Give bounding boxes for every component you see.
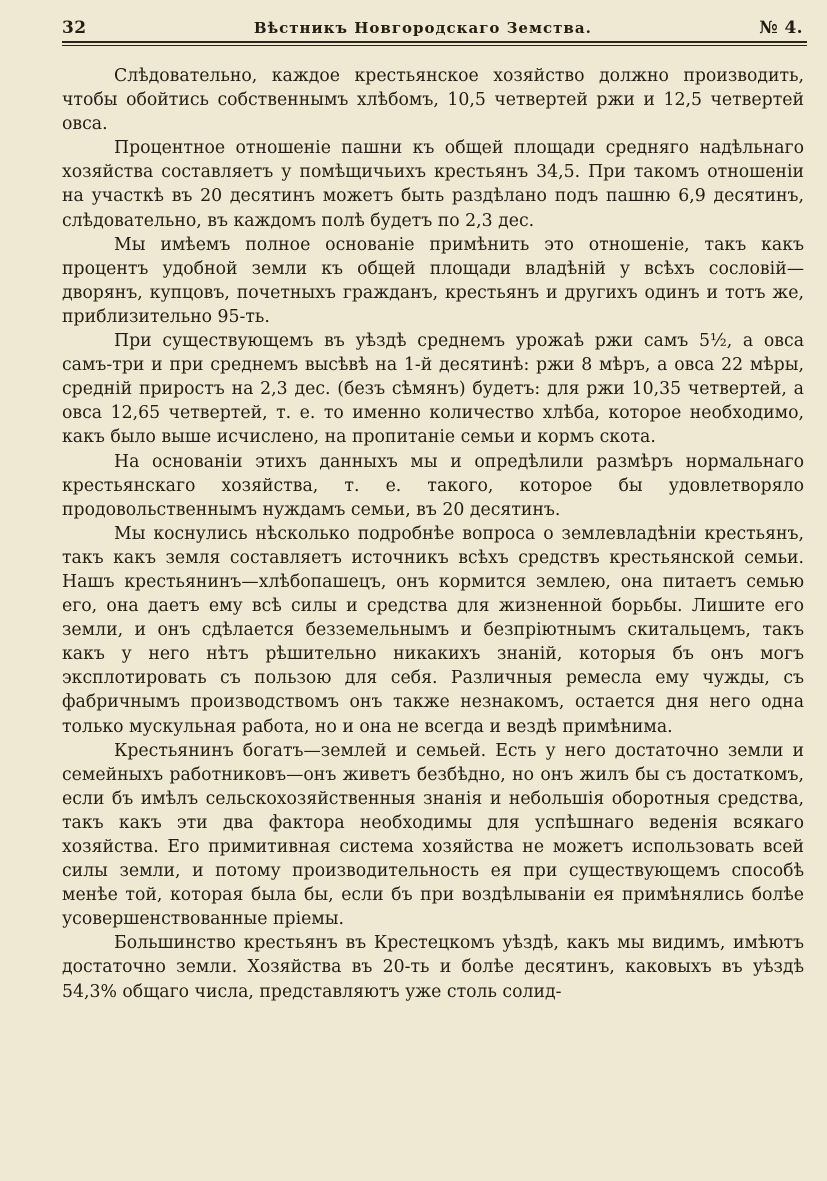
article-body (62, 64, 804, 1004)
paragraph: Мы коснулись нѣсколько подробнѣе вопроса о землевладѣніи крестьянъ, такъ какъ земля составляетъ источникъ всѣхъ средствъ крестьянской семьи. Нашъ крестьянинъ—хлѣбопашецъ, онъ кормится землею, она питаетъ семью его, она даетъ ему всѣ силы и средства для жизненной борьбы. Лишите его земли, и онъ сдѣлается безземельнымъ и безпріютнымъ скитальцемъ, такъ какъ у него нѣтъ рѣшительно никакихъ знаній, которыя бъ онъ могъ эксплотировать съ пользою для себя. Различныя ремесла ему чужды, съ фабричнымъ производствомъ онъ также незнакомъ, остается дня него одна только мускульная работа, но и она не всегда и вездѣ примѣнима. (62, 523, 804, 737)
paragraph: Большинство крестьянъ въ Крестецкомъ уѣздѣ, какъ мы видимъ, имѣютъ достаточно земли. Хозяйства въ 20-ть и болѣе десятинъ, каковыхъ въ уѣздѣ 54,3% общаго числа, представляютъ уже столь солид- (62, 933, 804, 1002)
header-rule-thick (62, 41, 807, 43)
paragraph: Крестьянинъ богатъ—землей и семьей. Есть у него достаточно земли и семейныхъ работниковъ—онъ живетъ безбѣдно, но онъ жилъ бы съ достаткомъ, если бъ имѣлъ сельскохозяйственныя знанія и небольшія оборотныя средства, такъ какъ эти два фактора необходимы для успѣшнаго веденія всякаго хозяйства. Его примитивная система хозяйства не можетъ использовать всей силы земли, и потому производительность ея при существующемъ способѣ менѣе той, которая была бы, если бъ при воздѣлываніи ея примѣнялись болѣе усовершенствованные пріемы. (62, 740, 804, 930)
page-number: 32 (62, 18, 87, 38)
paragraph: Слѣдовательно, каждое крестьянское хозяйство должно производить, чтобы обойтись собственнымъ хлѣбомъ, 10,5 четвертей ржи и 12,5 четвертей овса. (62, 66, 804, 135)
paragraph: Мы имѣемъ полное основаніе примѣнить это отношеніе, такъ какъ процентъ удобной земли къ общей площади владѣній у всѣхъ сословій—дворянъ, купцовъ, почетныхъ гражданъ, крестьянъ и другихъ одинъ и тотъ же, приблизительно 95-ть. (62, 234, 804, 327)
paragraph: Процентное отношеніе пашни къ общей площади средняго надѣльнаго хозяйства составляетъ у помѣщичьихъ крестьянъ 34,5. При такомъ отношеніи на участкѣ въ 20 десятинъ можетъ быть раздѣлано подъ пашню 6,9 десятинъ, слѣдовательно, въ каждомъ полѣ будетъ по 2,3 дес. (62, 138, 804, 231)
journal-title: Вѣстникъ Новгородскаго Земства. (253, 19, 592, 37)
header-rule-thin (62, 45, 807, 46)
paragraph: На основаніи этихъ данныхъ мы и опредѣлили размѣръ нормальнаго крестьянскаго хозяйства, т. е. такого, которое бы удовлетворяло продовольственнымъ нуждамъ семьи, въ 20 десятинъ. (62, 451, 804, 520)
page-header (62, 18, 807, 41)
issue-number: № 4. (759, 18, 803, 38)
paragraph: При существующемъ въ уѣздѣ среднемъ урожаѣ ржи самъ 5½, а овса самъ-три и при среднемъ высѣвѣ на 1-й десятинѣ: ржи 8 мѣръ, а овса 22 мѣры, средній приростъ на 2,3 дес. (безъ сѣмянъ) будетъ: для ржи 10,35 четвертей, а овса 12,65 четвертей, т. е. то именно количество хлѣба, которое необходимо, какъ было выше исчислено, на пропитаніе семьи и кормъ скота. (62, 331, 804, 448)
